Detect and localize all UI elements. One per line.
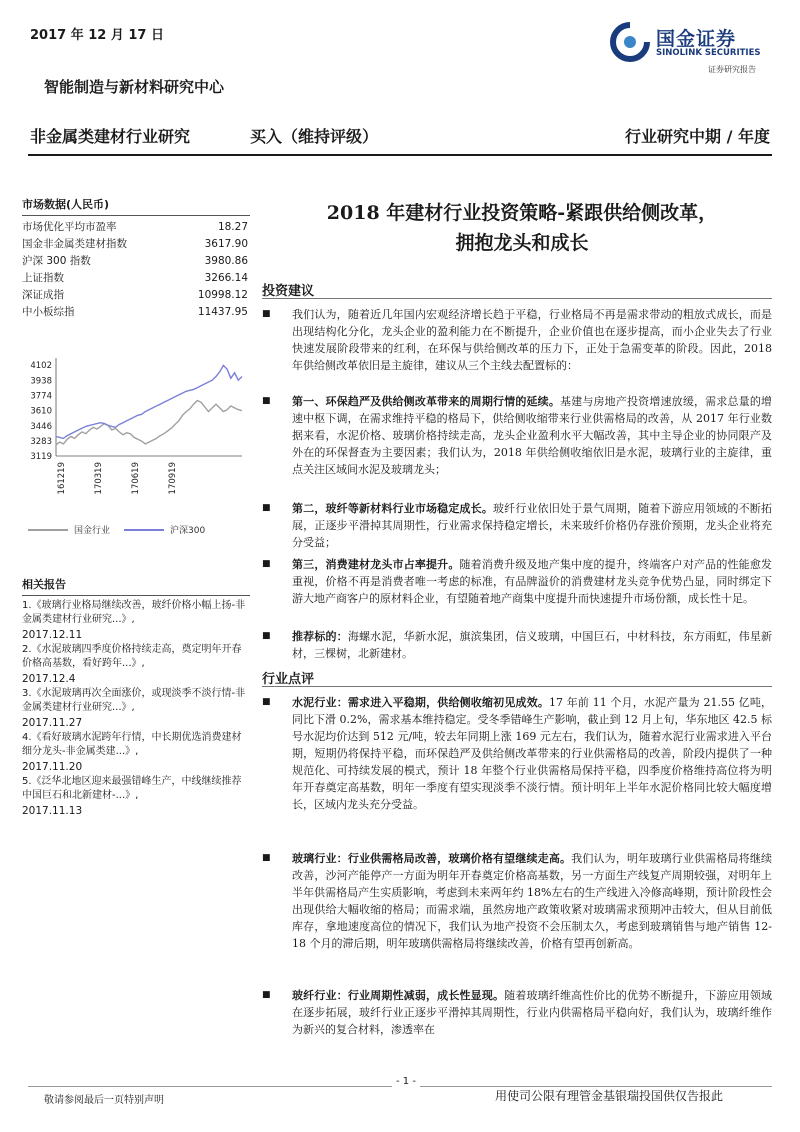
y-tick-label: 3774 — [30, 391, 52, 402]
related-report-date: 2017.11.20 — [22, 761, 83, 773]
market-label: 中小板综指 — [22, 306, 75, 318]
market-value: 3980.86 — [204, 255, 248, 267]
paragraph-fiberglass — [262, 987, 773, 1038]
paragraph-lead: 水泥行业：需求进入平稳期，供给侧收缩初见成效。 — [292, 696, 550, 709]
footer-disclaimer: 敬请参阅最后一页特别声明 — [44, 1095, 164, 1106]
market-value: 18.27 — [217, 221, 248, 233]
bullet-icon: ■ — [262, 309, 271, 319]
bullet-icon: ■ — [262, 697, 271, 707]
research-center: 智能制造与新材料研究中心 — [44, 78, 225, 96]
y-tick-label: 3283 — [30, 436, 52, 447]
report-title-line1: 2018 年建材行业投资策略-紧跟供给侧改革， — [326, 202, 718, 224]
report-title — [262, 198, 782, 258]
related-report-date: 2017.12.4 — [22, 673, 76, 685]
market-row — [22, 270, 250, 287]
paragraph-text: 我们认为，随着近几年国内宏观经济增长趋于平稳，行业格局不再是需求带动的粗放式成长，而是出现结构化分化，龙头企业的盈利能力在不断提升，企业价值也在逐步提高，而小企业失去了行业快速发展阶段带来的红利，在环保与供给侧改革的压力下，正处于急需变革的阶段。因此，2018 年供给侧改革依旧是主旋律，建议从三个主线去配置标的： — [292, 308, 772, 372]
index-chart-svg — [22, 348, 250, 548]
market-value: 10998.12 — [197, 289, 248, 301]
sector-label: 非金属类建材行业研究 — [30, 127, 191, 146]
index-chart — [22, 348, 250, 548]
market-label: 市场优化平均市盈率 — [22, 221, 117, 233]
series-line-1 — [56, 401, 242, 445]
y-tick-label: 4102 — [30, 361, 52, 372]
related-report-date: 2017.11.27 — [22, 717, 83, 729]
related-report-link[interactable]: 5.《泛华北地区迎来最强错峰生产，中线继续推荐中国巨石和北新建材-...》, — [22, 776, 242, 801]
related-reports — [22, 576, 250, 819]
x-tick-label: 170919 — [168, 462, 178, 495]
paragraph-text: 我们认为，明年玻璃行业供需格局将继续改善，沙河产能停产一方面为明年开春奠定价格高基数，另一方面生产线复产周期较强，对明年上半年供需格局产生实质影响，考虑到未来两年约 18%左右的生产线进入冷修高峰期，预计阶段性会出现供给大幅收缩的格局；而需求端，虽然房地产政策收紧对玻璃需求预期冲击较大，但从目前低库存，拿地速度高位的情况下，我们认为地产投资不会压制太久，考虑到玻璃销售与地产销售 12-18 个月的滞后期，明年玻璃供需格局将继续改善，价格有望再创新高。 — [292, 852, 773, 950]
market-label: 上证指数 — [22, 272, 64, 284]
report-title-line2: 拥抱龙头和成长 — [455, 232, 589, 254]
logo-name: 国金证券 — [656, 28, 737, 50]
paragraph-text: 海螺水泥，华新水泥，旗滨集团，信义玻璃，中国巨石，中材科技，东方雨虹，伟星新材，三棵树，北新建材。 — [292, 630, 773, 660]
y-tick-label: 3938 — [30, 376, 52, 387]
paragraph-point-1 — [262, 393, 772, 478]
report-date: 2017 年 12 月 17 日 — [30, 28, 164, 43]
logo-mark-icon — [610, 22, 650, 62]
bullet-icon: ■ — [262, 853, 271, 863]
paragraph-text: 基建与房地产投资增速放缓，需求总量的增速中枢下调，在需求维持平稳的格局下，供给侧收缩带来行业供需格局的改善，从 2017 年行业数据来看，水泥价格、玻璃价格持续走高，龙头企业盈利水平大幅改善，其中主导企业的协同限产及外在的环保督查为主要因素；我们认为，2018 年供给侧收缩依旧是水泥，玻璃行业的主旋律，重点关注区域间水泥及玻璃龙头； — [292, 395, 772, 476]
paragraph-cement — [262, 694, 773, 813]
footer-watermark-text: 用使司公限有理管金基银瑞投国供仅告报此 — [495, 1089, 724, 1103]
related-report-link[interactable]: 4.《看好玻璃水泥跨年行情，中长期优选消费建材细分龙头-非金属类建...》, — [22, 732, 242, 757]
paragraph-lead: 玻璃行业：行业供需格局改善，玻璃价格有望继续走高。 — [292, 852, 572, 865]
section-heading-industry: 行业点评 — [262, 672, 315, 687]
series-line-2 — [56, 365, 242, 438]
section-divider — [262, 686, 772, 687]
x-tick-label: 161219 — [57, 462, 67, 495]
bullet-icon: ■ — [262, 990, 271, 1000]
x-tick-label: 170619 — [131, 462, 141, 495]
paragraph-recommendations — [262, 628, 773, 662]
market-label: 国金非金属类建材指数 — [22, 238, 127, 250]
company-logo — [610, 20, 770, 80]
x-tick-label: 170319 — [94, 462, 104, 495]
related-report-link[interactable]: 1.《玻璃行业格局继续改善，玻纤价格小幅上扬-非金属类建材行业研究...》, — [22, 600, 246, 625]
paragraph-text: 17 年前 11 个月，水泥产量为 21.55 亿吨，同比下滑 0.2%，需求基本维持稳定。受冬季错峰生产影响，截止到 12 月上旬，华东地区 42.5 标号水泥均价达到 512 元/吨，较去年同期上涨 169 元左右，我们认为，随着水泥行业需求进入平台期，短期仍将保持平稳，而环保趋严及供给侧改革带来的行业供需格局的改善，阶段内提供了一种规范化、可持续发展的模式，预计 18 年整个行业供需格局保持平稳，四季度价格维持高位将为明年开春奠定高基数，明年一季度有望实现淡季不淡行情。预计明年上半年水泥价格同比较大幅度增长，区域内龙头充分受益。 — [292, 696, 773, 811]
y-tick-label: 3610 — [30, 406, 52, 417]
paragraph-lead: 推荐标的： — [292, 630, 348, 643]
paragraph-lead: 玻纤行业：行业周期性减弱，成长性显现。 — [292, 989, 505, 1002]
paragraph-point-3 — [262, 556, 772, 607]
paragraph-lead: 第一、环保趋严及供给侧改革带来的周期行情的延续。 — [292, 395, 560, 408]
paragraph-lead: 第二，玻纤等新材料行业市场稳定成长。 — [292, 502, 493, 515]
market-row — [22, 253, 250, 270]
market-label: 深证成指 — [22, 289, 64, 301]
paragraph-text: 玻纤行业依旧处于景气周期，随着下游应用领域的不断拓展，正逐步平滑掉其周期性，行业需求保持稳定增长，未来玻纤价格仍存涨价预期，龙头企业将充分受益； — [292, 502, 772, 549]
market-data-panel — [22, 196, 250, 321]
market-row — [22, 219, 250, 236]
bullet-icon: ■ — [262, 503, 271, 513]
paragraph-text: 随着消费升级及地产集中度的提升，终端客户对产品的性能愈发重视，价格不再是消费者唯一考虑的标准，有品牌溢价的消费建材龙头竞争优势凸显，同时绑定下游大地产商客户的原材料企业，有望随着地产商集中度提升而快速提升市场份额，成长性十足。 — [292, 558, 772, 605]
page-number: - 1 - — [392, 1076, 420, 1087]
market-value: 11437.95 — [197, 306, 248, 318]
logo-english-name: SINOLINK SECURITIES — [656, 48, 761, 58]
section-divider — [262, 298, 772, 299]
bullet-icon: ■ — [262, 396, 271, 406]
legend-label: 国金行业 — [74, 526, 111, 536]
paragraph-lead: 第三，消费建材龙头市占率提升。 — [292, 558, 460, 571]
bullet-icon: ■ — [262, 559, 271, 569]
market-row — [22, 236, 250, 253]
paragraph-glass — [262, 850, 773, 952]
market-value: 3266.14 — [204, 272, 248, 284]
paragraph-text: 随着玻璃纤维高性价比的优势不断提升，下游应用领域在逐步拓展，玻纤行业正逐步平滑掉其周期性，行业内供需格局平稳向好，我们认为，玻璃纤维作为新兴的复合材料，渗透率在 — [292, 989, 773, 1036]
paragraph-intro — [262, 306, 772, 374]
market-value: 3617.90 — [204, 238, 248, 250]
y-tick-label: 3446 — [30, 421, 52, 432]
section-heading-investment: 投资建议 — [262, 284, 315, 299]
market-row — [22, 304, 250, 321]
logo-tagline: 证券研究报告 — [708, 65, 756, 74]
related-report-link[interactable]: 3.《水泥玻璃再次全面涨价，或现淡季不淡行情-非金属类建材行业研究...》, — [22, 688, 246, 713]
related-report-link[interactable]: 2.《水泥玻璃四季度价格持续走高，奠定明年开春价格高基数，看好跨年...》, — [22, 644, 242, 669]
market-data-title: 市场数据(人民币) — [22, 196, 250, 216]
legend-label: 沪深300 — [170, 526, 206, 536]
market-label: 沪深 300 指数 — [22, 255, 91, 267]
market-row — [22, 287, 250, 304]
paragraph-point-2 — [262, 500, 772, 551]
rating-label: 买入（维持评级） — [250, 127, 379, 146]
report-type: 行业研究中期 / 年度 — [625, 127, 770, 146]
related-report-date: 2017.12.11 — [22, 629, 83, 641]
related-reports-title: 相关报告 — [22, 576, 250, 596]
related-report-date: 2017.11.13 — [22, 805, 83, 817]
y-tick-label: 3119 — [30, 452, 52, 462]
header-band — [28, 118, 772, 156]
bullet-icon: ■ — [262, 631, 271, 641]
